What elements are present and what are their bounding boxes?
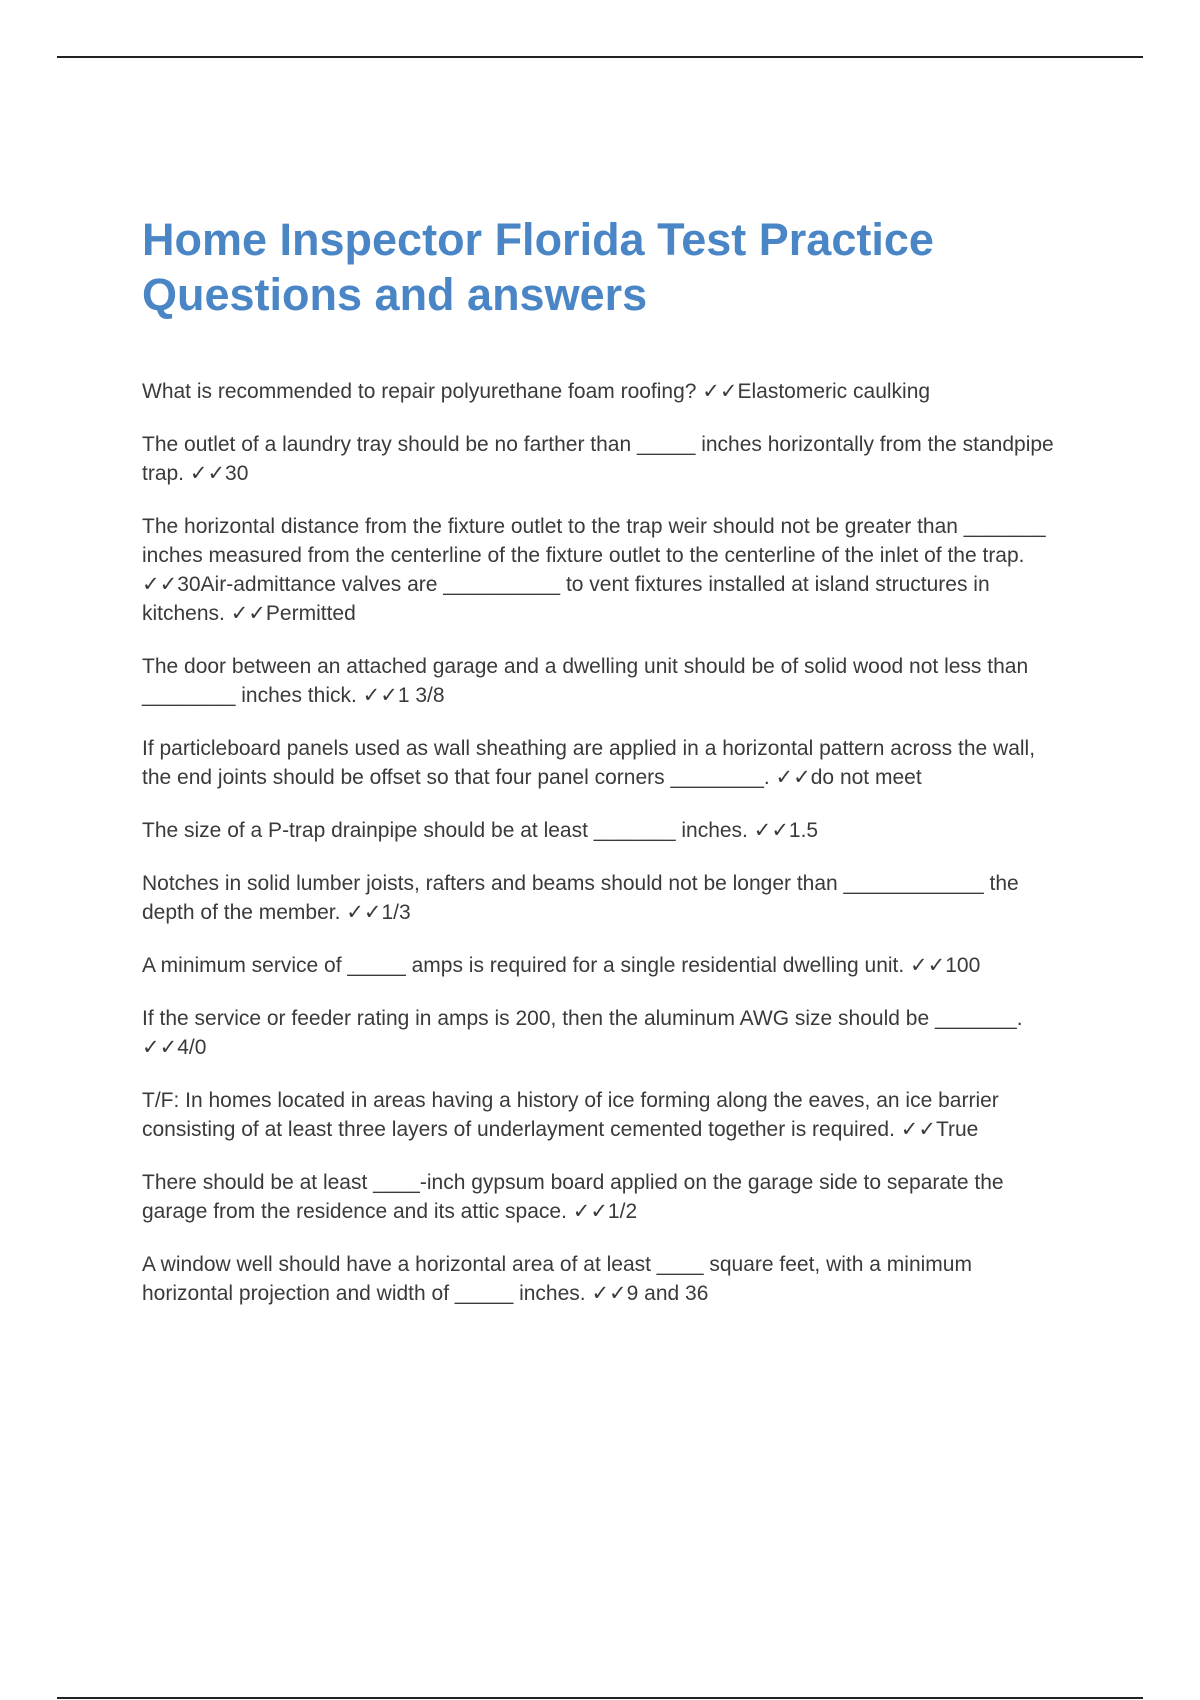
qa-item: If the service or feeder rating in amps is 200, then the aluminum AWG size should be _______. ✓✓4/0 <box>142 1007 1023 1059</box>
qa-item: There should be at least ____-inch gypsum board applied on the garage side to separate the garage from the residence and its attic space. ✓✓1/2 <box>142 1171 1004 1223</box>
qa-item: Notches in solid lumber joists, rafters and beams should not be longer than ____________ the depth of the member. ✓✓1/3 <box>142 872 1019 924</box>
qa-item: What is recommended to repair polyurethane foam roofing? ✓✓Elastomeric caulking <box>142 380 931 403</box>
qa-item: A minimum service of _____ amps is required for a single residential dwelling unit. ✓✓100 <box>142 954 981 977</box>
qa-item: A window well should have a horizontal area of at least ____ square feet, with a minimum horizontal projection and width of _____ inches. ✓✓9 and 36 <box>142 1253 972 1305</box>
top-rule <box>57 56 1143 58</box>
qa-item: The outlet of a laundry tray should be no farther than _____ inches horizontally from the standpipe trap. ✓✓30 <box>142 433 1054 485</box>
qa-list <box>142 377 1062 1332</box>
qa-item: If particleboard panels used as wall sheathing are applied in a horizontal pattern across the wall, the end joints should be offset so that four panel corners ________. ✓✓do not meet <box>142 737 1036 789</box>
qa-item: The horizontal distance from the fixture outlet to the trap weir should not be greater than _______ inches measured from the centerline of the fixture outlet to the centerline of the inlet of the trap. ✓✓30Air-admittance valves are __________ to vent fixtures installed at island structures in kitchens. ✓✓Permitted <box>142 515 1046 625</box>
document-title: Home Inspector Florida Test Practice Questions and answers <box>142 214 934 320</box>
bottom-rule <box>57 1697 1143 1699</box>
qa-item: The size of a P-trap drainpipe should be at least _______ inches. ✓✓1.5 <box>142 819 819 842</box>
qa-item: The door between an attached garage and a dwelling unit should be of solid wood not less than ________ inches thick. ✓✓1 3/8 <box>142 655 1029 707</box>
qa-item: T/F: In homes located in areas having a history of ice forming along the eaves, an ice barrier consisting of at least three layers of underlayment cemented together is required. ✓✓True <box>142 1089 999 1141</box>
